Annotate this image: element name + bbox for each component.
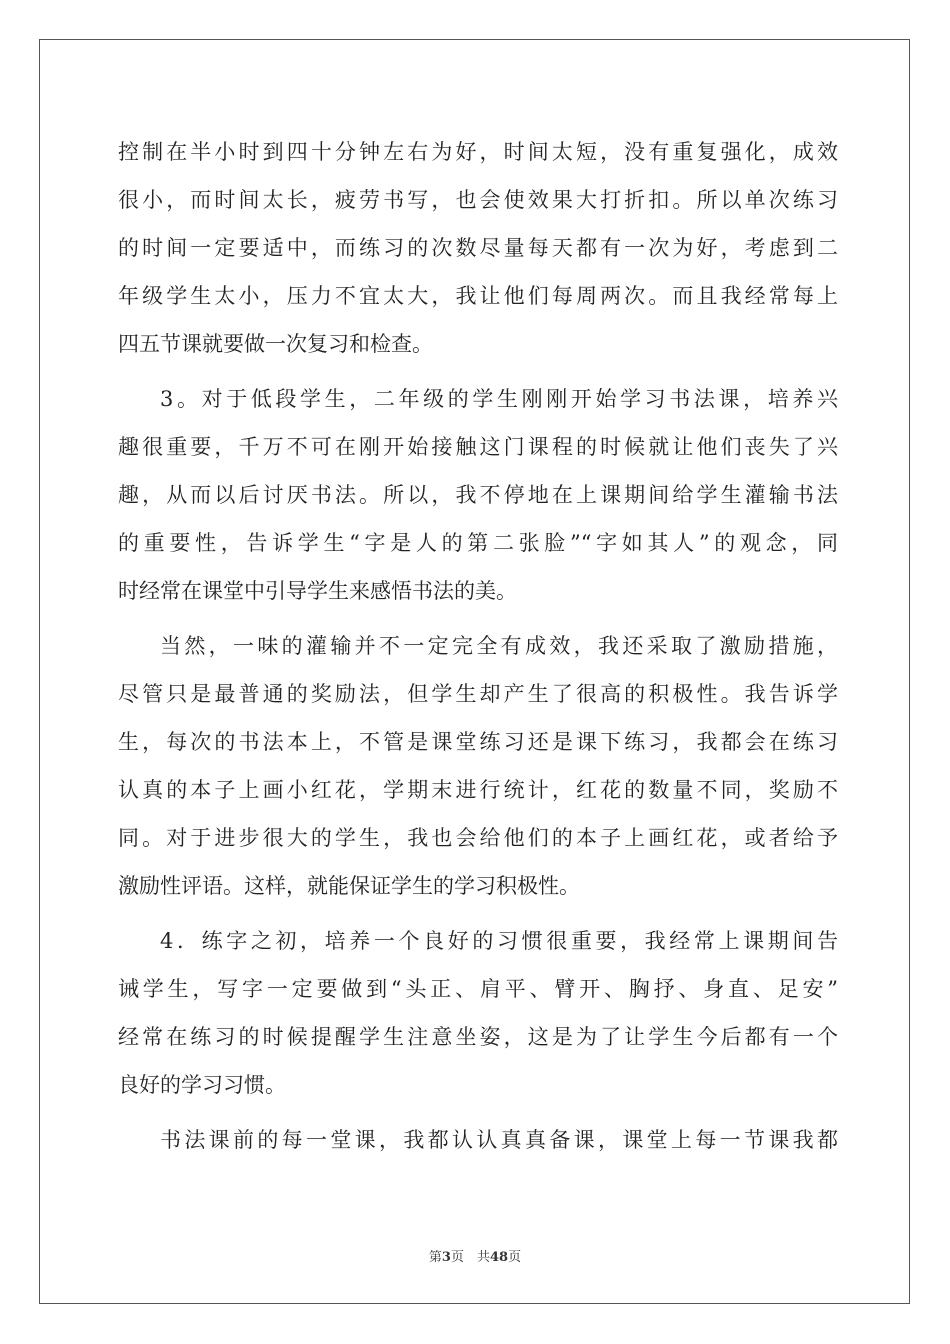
footer-suffix: 页 xyxy=(508,1250,522,1265)
current-page-number: 3 xyxy=(441,1250,451,1265)
total-page-count: 48 xyxy=(489,1250,509,1265)
text-line: 趣很重要，千万不可在刚开始接触这门课程的时候就让他们丧失了兴 xyxy=(118,435,838,459)
text-line: 经常在练习的时候提醒学生注意坐姿，这是为了让学生今后都有一个 xyxy=(118,1025,838,1049)
text-line: 当然，一味的灌输并不一定完全有成效，我还采取了激励措施， xyxy=(160,634,838,658)
text-line: 的重要性，告诉学生“字是人的第二张脸”“字如其人”的观念，同 xyxy=(118,531,838,555)
text-line: 激励性评语。这样，就能保证学生的学习积极性。 xyxy=(118,874,580,898)
footer-middle: 页 共 xyxy=(450,1250,490,1265)
page-footer xyxy=(0,1246,950,1265)
text-line: 很小，而时间太长，疲劳书写，也会使效果大打折扣。所以单次练习 xyxy=(118,188,838,212)
text-line: 4．练字之初，培养一个良好的习惯很重要，我经常上课期间告 xyxy=(160,929,838,953)
text-line: 年级学生太小，压力不宜太大，我让他们每周两次。而且我经常每上 xyxy=(118,284,838,308)
text-line: 良好的学习习惯。 xyxy=(118,1073,286,1097)
text-line: 同。对于进步很大的学生，我也会给他们的本子上画红花，或者给予 xyxy=(118,826,838,850)
text-line: 尽管只是最普通的奖励法，但学生却产生了很高的积极性。我告诉学 xyxy=(118,682,838,706)
text-line: 控制在半小时到四十分钟左右为好，时间太短，没有重复强化，成效 xyxy=(118,140,838,164)
footer-prefix: 第 xyxy=(428,1250,442,1265)
text-line: 认真的本子上画小红花，学期末进行统计，红花的数量不同，奖励不 xyxy=(118,778,838,802)
text-line: 生，每次的书法本上，不管是课堂练习还是课下练习，我都会在练习 xyxy=(118,730,838,754)
document-body xyxy=(118,128,838,1164)
text-line: 书法课前的每一堂课，我都认认真真备课，课堂上每一节课我都 xyxy=(160,1128,838,1152)
text-line: 时经常在课堂中引导学生来感悟书法的美。 xyxy=(118,579,517,603)
text-line: 四五节课就要做一次复习和检查。 xyxy=(118,332,433,356)
text-line: 3。对于低段学生，二年级的学生刚刚开始学习书法课，培养兴 xyxy=(160,387,838,411)
text-line: 诫学生，写字一定要做到“头正、肩平、臂开、胸抒、身直、足安” xyxy=(118,977,838,1001)
text-line: 的时间一定要适中，而练习的次数尽量每天都有一次为好，考虑到二 xyxy=(118,236,838,260)
text-line: 趣，从而以后讨厌书法。所以，我不停地在上课期间给学生灌输书法 xyxy=(118,483,838,507)
